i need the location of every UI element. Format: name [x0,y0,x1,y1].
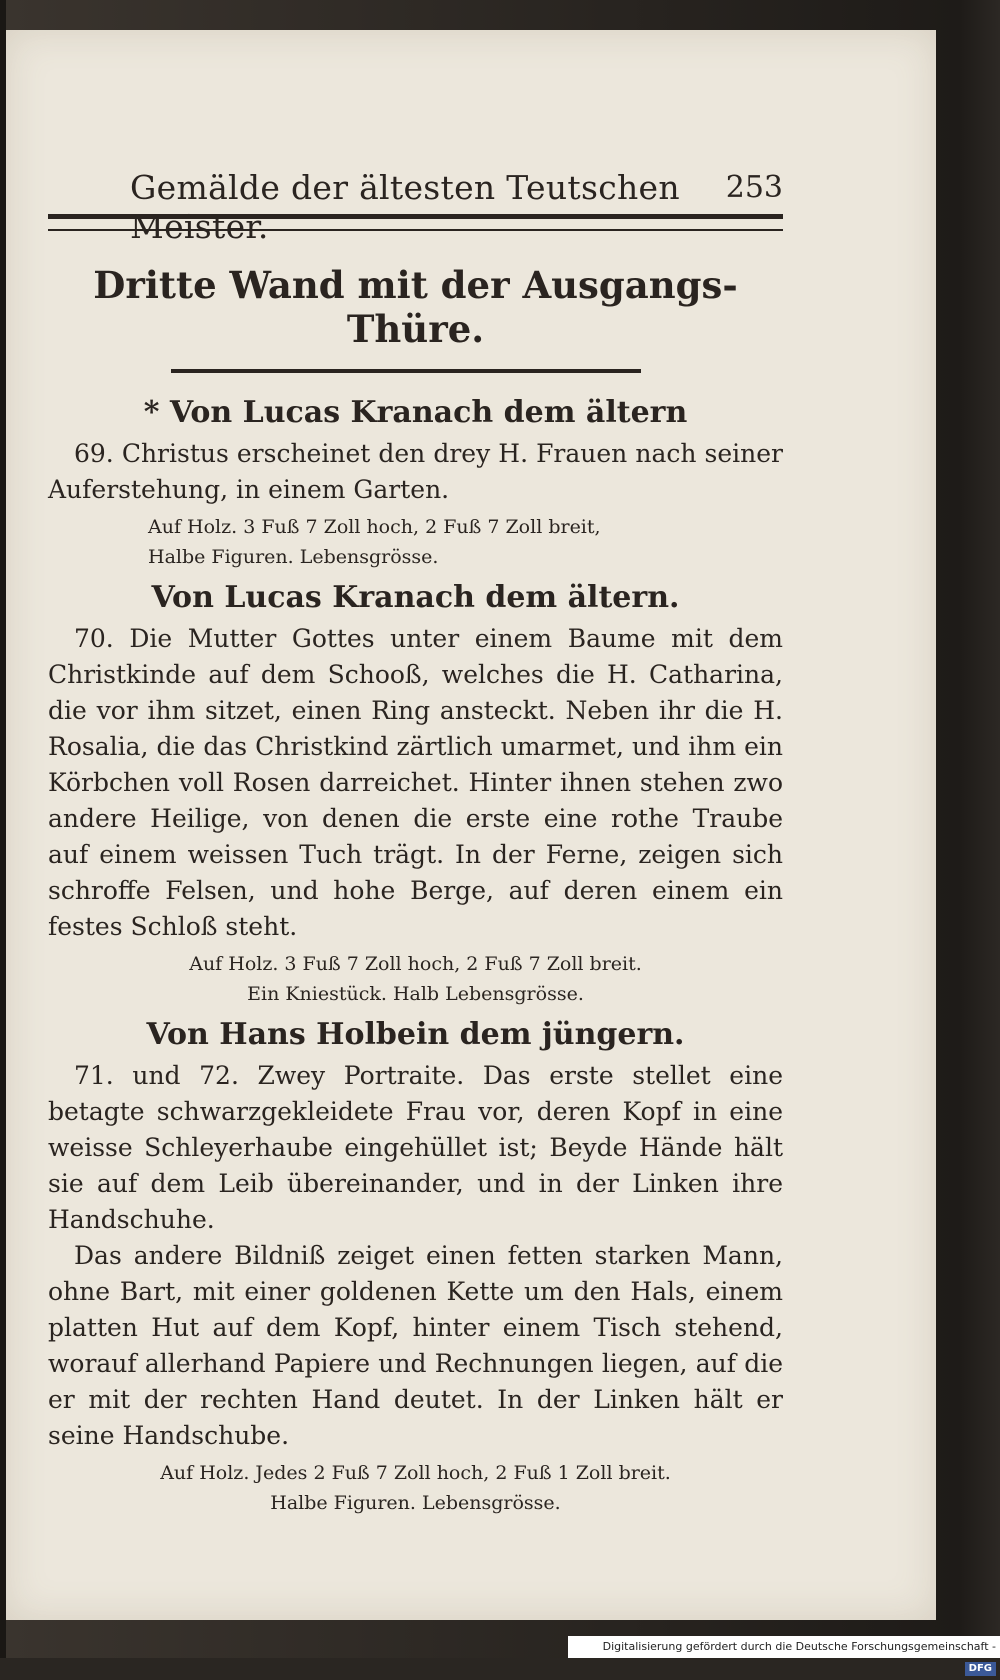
entry-meta-line: Ein Kniestück. Halb Lebensgrösse. [247,983,584,1005]
entry-text: 70. Die Mutter Gottes unter einem Baume mit dem Christkinde auf dem Schooß, welches die H. Catharina, die vor ihm sitzet, einen Ring ansteckt. Neben ihr die H. Rosalia, die das Christkind zärtlich umarmet, und ihm ein Körbchen voll Rosen darreichet. Hinter ihnen stehen zwo andere Heilige, von denen die erste eine rothe Traube auf einem weissen Tuch trägt. In der Ferne, zeigen sich schroffe Felsen, und hohe Berge, auf deren einem ein festes Schloß steht. [48,624,783,941]
page-number: 253 [725,170,783,205]
dfg-logo-icon: DFG [965,1662,996,1676]
artist-heading: * Von Lucas Kranach dem ältern [143,395,688,430]
running-head [48,140,783,246]
entry-meta [48,512,783,572]
entry-meta [48,1458,783,1518]
entry-meta [48,949,783,1009]
entry-meta-line: Halbe Figuren. Lebensgrösse. [148,546,439,568]
running-title: Gemälde der ältesten Teutschen Meister. [130,168,680,246]
section-rule [171,369,641,373]
book-page [6,30,936,1620]
entry-meta-line: Auf Holz. 3 Fuß 7 Zoll hoch, 2 Fuß 7 Zoll breit. [189,953,642,975]
entry-text-continued: Das andere Bildniß zeiget einen fetten starken Mann, ohne Bart, mit einer goldenen Kette um den Hals, einem platten Hut auf dem Kopf, hinter einem Tisch stehend, worauf allerhand Papiere und Rechnungen liegen, auf die er mit der rechten Hand deutet. In der Linken hält er seine Handschube. [48,1241,783,1450]
footer-text: Digitalisierung gefördert durch die Deutsche Forschungsgemeinschaft - [602,1640,996,1653]
entry-meta-line: Auf Holz. 3 Fuß 7 Zoll hoch, 2 Fuß 7 Zoll breit, [148,516,601,538]
page-content [48,140,783,1526]
artist-heading: Von Lucas Kranach dem ältern. [151,580,680,615]
artist-heading: Von Hans Holbein dem jüngern. [146,1017,685,1052]
entry-meta-line: Halbe Figuren. Lebensgrösse. [270,1492,561,1514]
entry-meta-line: Auf Holz. Jedes 2 Fuß 7 Zoll hoch, 2 Fuß 1 Zoll breit. [160,1462,671,1484]
entry-text: 69. Christus erscheinet den drey H. Frauen nach seiner Auferstehung, in einem Garten. [48,439,783,504]
entry-text: 71. und 72. Zwey Portraite. Das erste stellet eine betagte schwarzgekleidete Frau vor, deren Kopf in eine weisse Schleyerhaube eingehüllet ist; Beyde Hände hält sie auf dem Leib übereinander, und in der Linken ihre Handschuhe. [48,1061,783,1234]
digitization-footer [568,1636,1000,1674]
section-title: Dritte Wand mit der Ausgangs-Thüre. [93,263,738,351]
